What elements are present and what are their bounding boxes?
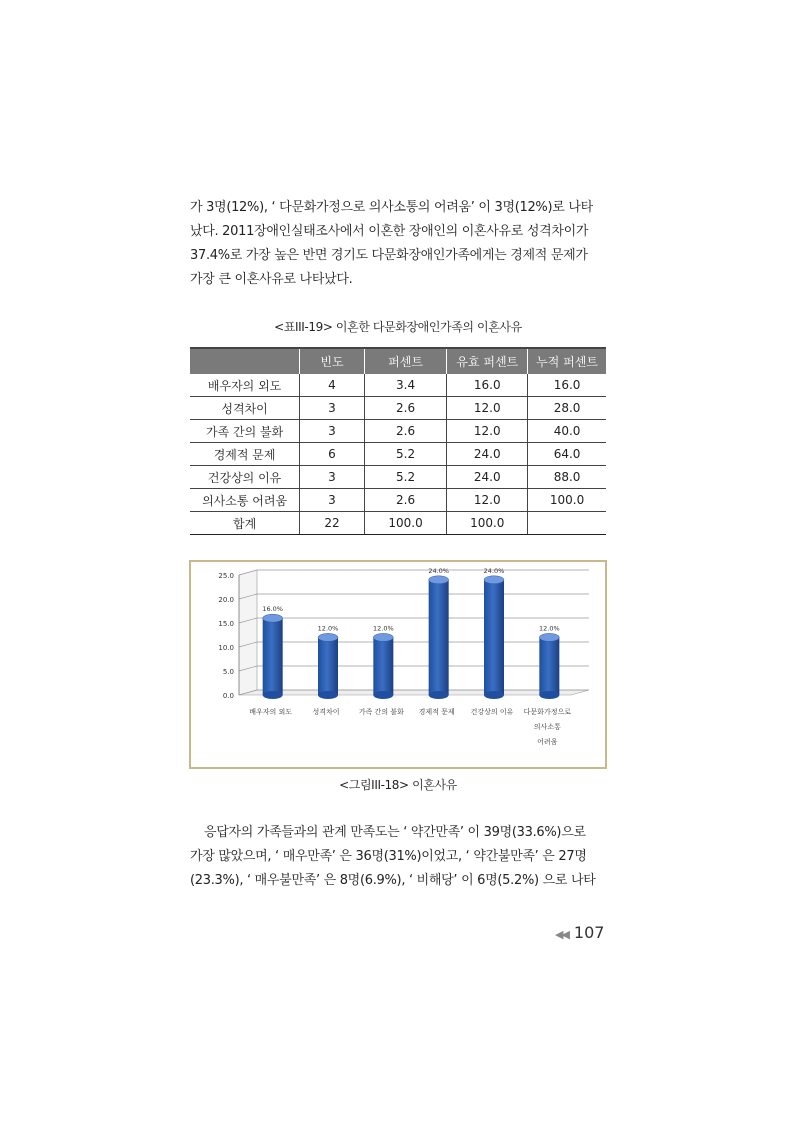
page-number-text: 107 [573, 923, 605, 942]
cell-percent: 3.4 [364, 374, 447, 397]
data-label: 16.0% [262, 605, 283, 614]
cell-frequency: 4 [300, 374, 365, 397]
row-label: 합계 [190, 512, 300, 535]
y-tick-label: 15.0 [218, 620, 234, 628]
cell-frequency: 22 [300, 512, 365, 535]
figure-caption: <그림III-18> 이혼사유 [339, 778, 457, 792]
gridline [239, 570, 589, 575]
row-label: 경제적 문제 [190, 443, 300, 466]
bar-top [484, 576, 504, 584]
data-label: 24.0% [483, 566, 505, 575]
cell-valid-percent: 24.0 [447, 443, 528, 466]
header-cell: 퍼센트 [364, 348, 447, 374]
header-cell: 빈도 [300, 348, 365, 374]
bar-base [373, 691, 393, 699]
cell-valid-percent: 12.0 [447, 489, 528, 512]
x-tick-label: 성격차이 [312, 708, 340, 716]
text-line: (23.3%), ‘ 매우불만족’ 은 8명(6.9%), ‘ 비해당’ 이 6명(5.2%) 으로 나타 [190, 873, 596, 888]
cell-valid-percent: 12.0 [447, 420, 528, 443]
bar-base [263, 691, 283, 699]
bar-top [263, 614, 283, 622]
table-row [190, 489, 606, 512]
cell-cumulative-percent [528, 512, 606, 535]
double-arrow-left-icon: ◀◀ [555, 928, 568, 941]
row-label: 가족 간의 불화 [190, 420, 300, 443]
table-row [190, 374, 606, 397]
y-tick-label: 10.0 [218, 644, 234, 652]
bar [373, 637, 393, 695]
text-line: 응답자의 가족들과의 관계 만족도는 ‘ 약간만족’ 이 39명(33.6%)으로 [204, 825, 586, 840]
cell-cumulative-percent: 40.0 [528, 420, 606, 443]
y-tick-label: 0.0 [222, 692, 234, 700]
chart-side-wall [239, 570, 257, 695]
table-row [190, 420, 606, 443]
text-line: 가장 큰 이혼사유로 나타났다. [190, 272, 353, 287]
bar-base [429, 691, 449, 699]
body-paragraph-bottom [190, 821, 606, 893]
bar-top [373, 633, 393, 641]
y-tick-label: 25.0 [218, 572, 234, 580]
cell-cumulative-percent: 88.0 [528, 466, 606, 489]
table-row [190, 466, 606, 489]
cell-percent: 100.0 [364, 512, 447, 535]
bar-top [539, 633, 559, 641]
table-caption: <표III-19> 이혼한 다문화장애인가족의 이혼사유 [274, 320, 522, 334]
page-number [555, 923, 604, 942]
x-tick-label: 가족 간의 불화 [358, 708, 404, 716]
cell-percent: 5.2 [364, 443, 447, 466]
text-line: 가 3명(12%), ‘ 다문화가정으로 의사소통의 어려움’ 이 3명(12%)로 나타 [190, 200, 593, 215]
text-line: 가장 많았으며, ‘ 매우만족’ 은 36명(31%)이었고, ‘ 약간불만족’ 은 27명 [190, 849, 587, 864]
bar-top [429, 576, 449, 584]
cell-cumulative-percent: 28.0 [528, 397, 606, 420]
row-label: 건강상의 이유 [190, 466, 300, 489]
header-cell: 유효 퍼센트 [447, 348, 528, 374]
body-paragraph-top [190, 196, 606, 292]
text-line: 37.4%로 가장 높은 반면 경기도 다문화장애인가족에게는 경제적 문제가 [190, 248, 588, 263]
chart-floor [239, 690, 589, 695]
cell-cumulative-percent: 64.0 [528, 443, 606, 466]
table-header-row [190, 348, 606, 374]
divorce-reason-bar-chart [191, 562, 605, 767]
cell-cumulative-percent: 16.0 [528, 374, 606, 397]
header-cell: 누적 퍼센트 [528, 348, 606, 374]
bar-base [318, 691, 338, 699]
x-tick-label: 어려움 [537, 738, 558, 746]
chart-frame [189, 560, 607, 769]
x-tick-label: 다문화가정으로 [523, 708, 572, 716]
row-label: 배우자의 외도 [190, 374, 300, 397]
cell-valid-percent: 24.0 [447, 466, 528, 489]
cell-percent: 5.2 [364, 466, 447, 489]
gridline [239, 666, 589, 671]
gridline [239, 594, 589, 599]
y-tick-label: 20.0 [218, 596, 234, 604]
row-label: 성격차이 [190, 397, 300, 420]
bar [318, 637, 338, 695]
table-row [190, 443, 606, 466]
bar [484, 580, 504, 695]
cell-frequency: 3 [300, 489, 365, 512]
y-tick-label: 5.0 [222, 668, 234, 676]
bar-top [318, 633, 338, 641]
cell-percent: 2.6 [364, 489, 447, 512]
cell-valid-percent: 16.0 [447, 374, 528, 397]
bar [429, 580, 449, 695]
cell-valid-percent: 100.0 [447, 512, 528, 535]
cell-cumulative-percent: 100.0 [528, 489, 606, 512]
bar [263, 618, 283, 695]
bar [539, 637, 559, 695]
divorce-reason-table [190, 347, 606, 535]
data-label: 12.0% [539, 624, 560, 633]
x-tick-label: 의사소통 [533, 723, 561, 731]
cell-percent: 2.6 [364, 420, 447, 443]
cell-frequency: 6 [300, 443, 365, 466]
table-row [190, 397, 606, 420]
data-label: 24.0% [428, 566, 449, 575]
bar-base [539, 691, 559, 699]
cell-frequency: 3 [300, 466, 365, 489]
x-tick-label: 배우자의 외도 [249, 708, 293, 716]
data-label: 12.0% [373, 624, 394, 633]
x-tick-label: 건강상의 이유 [470, 708, 514, 716]
row-label: 의사소통 어려움 [190, 489, 300, 512]
cell-frequency: 3 [300, 397, 365, 420]
gridline [239, 618, 589, 623]
header-cell [190, 348, 300, 374]
table-total-row [190, 512, 606, 535]
cell-valid-percent: 12.0 [447, 397, 528, 420]
cell-percent: 2.6 [364, 397, 447, 420]
gridline [239, 642, 589, 647]
cell-frequency: 3 [300, 420, 365, 443]
data-label: 12.0% [317, 624, 339, 633]
x-tick-label: 경제적 문제 [418, 708, 455, 716]
text-line: 났다. 2011장애인실태조사에서 이혼한 장애인의 이혼사유로 성격차이가 [190, 224, 589, 239]
bar-base [484, 691, 504, 699]
